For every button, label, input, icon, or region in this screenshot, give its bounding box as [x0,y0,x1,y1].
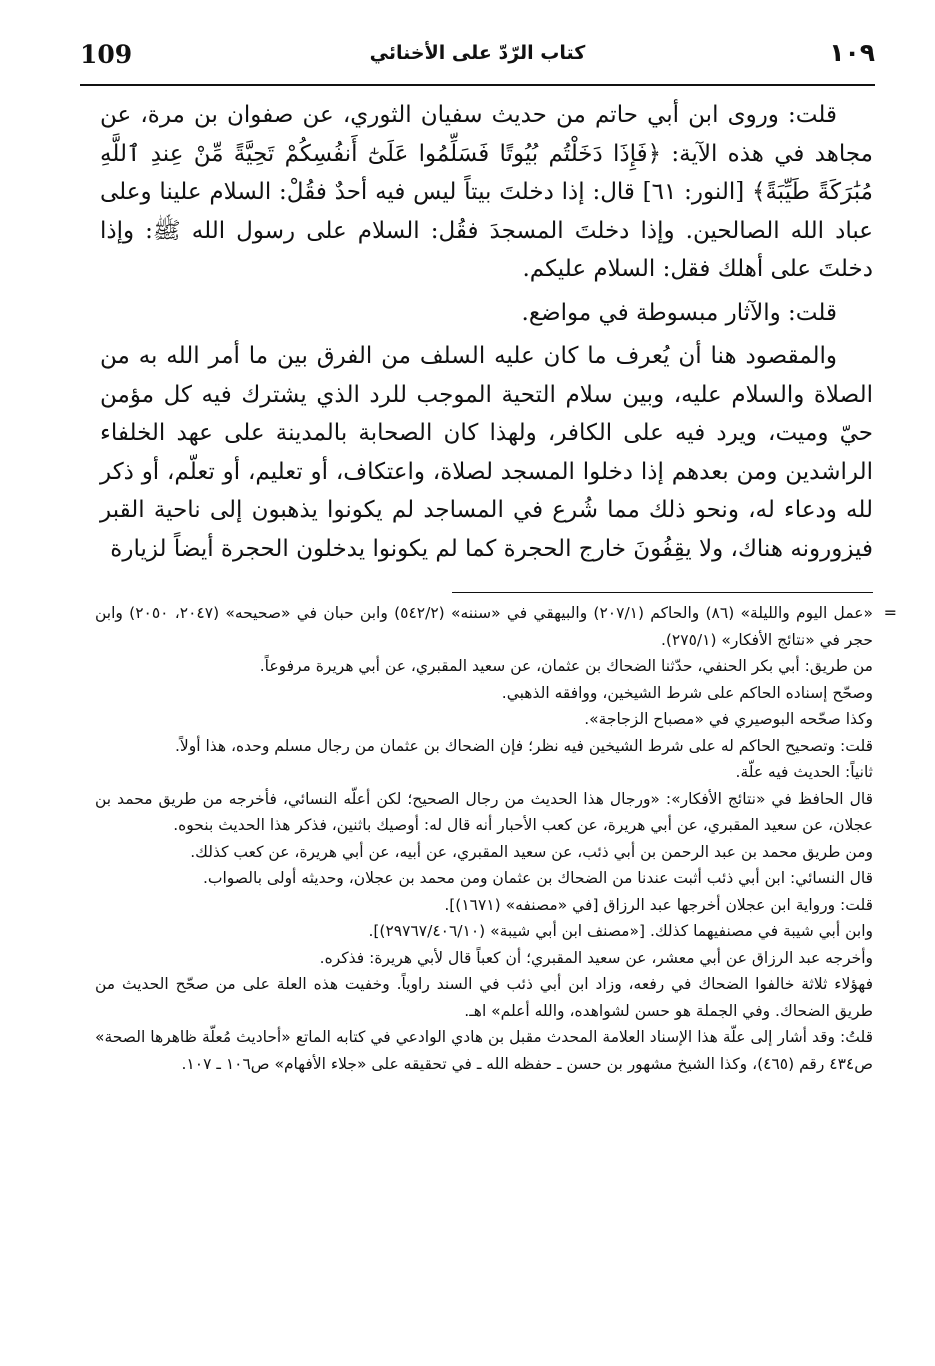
footnotes [95,600,897,1077]
page-header [80,38,875,82]
footnote-continuation-mark: = [883,603,897,622]
body-paragraph-3: والمقصود هنا أن يُعرف ما كان عليه السلف من الفرق بين ما أمر الله به من الصلاة والسلام عليه، وبين سلام التحية الموجب للرد الذي يشترك فيه كل مؤمن حيّ وميت، ويرد فيه على الكافر، ولهذا كان الصحابة بالمدينة على عهد الخلفاء الراشدين ومن بعدهم إذا دخلوا المسجد لصلاة، واعتكاف، أو تعليم، أو تعلّم، أو ذكر لله ودعاء له، ونحو ذلك مما شُرع في المساجد لم يكونوا يذهبون إلى ناحية القبر فيزورونه هناك، ولا يقِفُونَ خارج الحجرة كما لم يكونوا يدخلون الحجرة أيضاً لزيارة [100,343,873,562]
page-number-latin: 109 [80,40,133,69]
footnote-line: قلت: وتصحيح الحاكم له على شرط الشيخين فيه نظر؛ فإن الضحاك بن عثمان من رجال مسلم وحده، هذا أولاً. [175,736,873,755]
main-text [100,96,873,568]
footnote-line: وصحّح إسناده الحاكم على شرط الشيخين، ووافقه الذهبي. [501,683,873,702]
footnote-line: فهؤلاء ثلاثة خالفوا الضحاك في رفعه، وزاد ابن أبي ذئب في السند راوياً. وخفيت هذه العلة على من صحّح الحديث من طريق الضحاك. وفي الجملة هو حسن لشواهده، والله أعلم» اهـ. [95,975,873,1020]
footnote-divider [452,592,873,593]
footnote-line: ثانياً: الحديث فيه علّة. [735,763,873,781]
footnote-line: وكذا صحّحه البوصيري في «مصباح الزجاجة». [584,710,873,728]
footnote-line: وابن أبي شيبة في مصنفيهما كذلك. [«مصنف ابن أبي شيبة» (٢٩٧٦٧/٤٠٦/١٠)]. [368,922,873,940]
footnote-line: قال النسائي: ابن أبي ذئب أثبت عندنا من الضحاك بن عثمان ومن محمد بن عجلان، وحديثه أولى بالصواب. [202,869,873,887]
running-title: كتاب الرّدّ على الأخنائي [369,42,586,64]
footnote-line: قلتُ: وقد أشار إلى علّة هذا الإسناد العلامة المحدث مقبل بن هادي الوادعي في كتابه الماتع «أحاديث مُعلّة ظاهرها الصحة» ص٤٣٤ رقم (٤٦٥)، وكذا الشيخ مشهور بن حسن ـ حفظه الله ـ في تحقيقه على «جلاء الأفهام» ص١٠٦ ـ ١٠٧. [95,1028,873,1073]
footnote-line: «عمل اليوم والليلة» (٨٦) والحاكم (٢٠٧/١) والبيهقي في «سننه» (٥٤٢/٢) وابن حبان في «صحيحه» (٢٠٤٧، ٢٠٥٠) وابن حجر في «نتائج الأفكار» (٢٧٥/١). [95,604,873,649]
footnote-line: قال الحافظ في «نتائج الأفكار»: «ورجال هذا الحديث من رجال الصحيح؛ لكن أعلّه النسائي، فأخرجه من طريق محمد بن عجلان، عن سعيد المقبري، عن أبي هريرة، عن كعب الأحبار أنه قال له: أوصيك باثنين، فذكر هذا الحديث بنحوه. [95,789,873,834]
page-number-arabic: ١٠٩ [829,38,875,67]
body-paragraph-1: قلت: وروى ابن أبي حاتم من حديث سفيان الثوري، عن صفوان بن مرة، عن مجاهد في هذه الآية: ﴿فَإِذَا دَخَلْتُم بُيُوتًا فَسَلِّمُوا عَلَىٰٓ أَنفُسِكُمْ تَحِيَّةً مِّنْ عِندِ ٱللَّهِ مُبَٰرَكَةً طَيِّبَةً﴾ [النور: ٦١] قال: إذا دخلتَ بيتاً ليس فيه أحدٌ فقُلْ: السلام علينا وعلى عباد الله الصالحين. وإذا دخلتَ المسجدَ فقُل: السلام على رسول الله ﷺ: وإذا دخلتَ على أهلك فقل: السلام عليكم. [100,102,873,282]
header-divider [80,84,875,86]
footnote-line: قلت: ورواية ابن عجلان أخرجها عبد الرزاق [في «مصنفه» (١٦٧١)]. [444,895,873,914]
footnote-line: ومن طريق محمد بن عبد الرحمن بن أبي ذئب، عن سعيد المقبري، عن أبيه، عن أبي هريرة، عن كعب كذلك. [190,842,873,861]
footnote-line: من طريق: أبي بكر الحنفي، حدّثنا الضحاك بن عثمان، عن سعيد المقبري، عن أبي هريرة مرفوعاً. [259,657,873,675]
body-paragraph-2: قلت: والآثار مبسوطة في مواضع. [521,299,837,326]
footnote-line: وأخرجه عبد الرزاق عن أبي معشر، عن سعيد المقبري؛ أن كعباً قال لأبي هريرة: فذكره. [319,948,873,967]
